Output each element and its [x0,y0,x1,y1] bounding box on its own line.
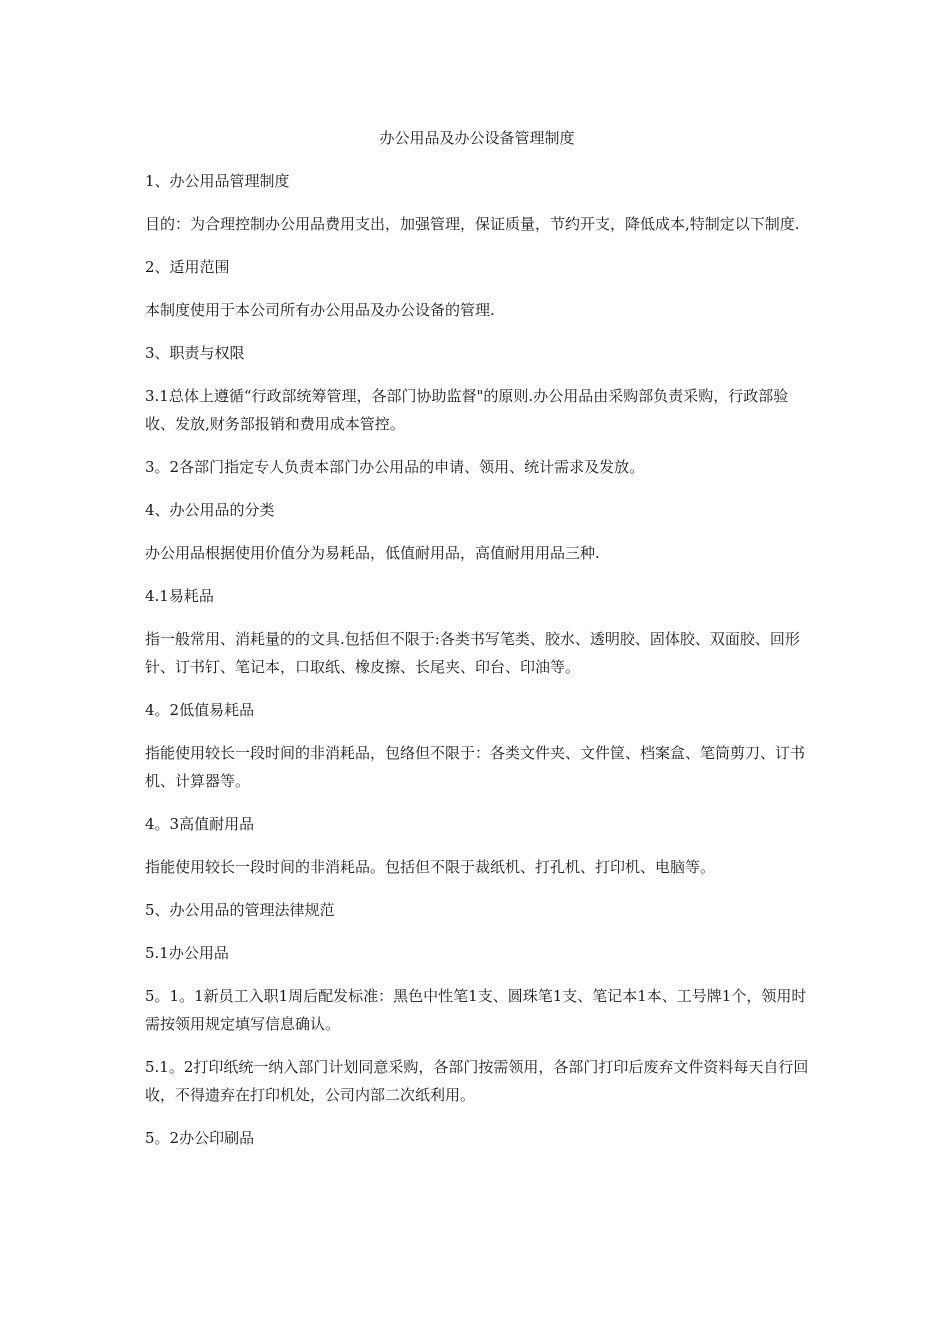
subsection-heading: 4。3高值耐用品 [145,815,255,833]
document-title: 办公用品及办公设备管理制度 [379,129,575,147]
section-heading: 1、办公用品管理制度 [145,172,290,190]
paragraph: 5。1。1新员工入职1周后配发标准：黑色中性笔1支、圆珠笔1支、笔记本1本、工号牌1个，领用时需按领用规定填写信息确认。 [145,987,807,1033]
subsection-heading: 5.1办公用品 [145,944,229,962]
paragraph: 目的：为合理控制办公用品费用支出，加强管理，保证质量，节约开支，降低成本,特制定以下制度. [145,215,800,233]
section-heading: 3、职责与权限 [145,344,245,362]
paragraph: 指能使用较长一段时间的非消耗品。包括但不限于裁纸机、打孔机、打印机、电脑等。 [145,858,716,876]
subsection-heading: 4.1易耗品 [145,587,214,605]
subsection-heading: 4。2低值易耗品 [145,701,255,719]
section-heading: 4、办公用品的分类 [145,501,275,519]
paragraph: 3.1总体上遵循“行政部统筹管理，各部门协助监督"的原则.办公用品由采购部负责采购，行政部验收、发放,财务部报销和费用成本管控。 [145,387,789,433]
paragraph: 5.1。2打印纸统一纳入部门计划同意采购，各部门按需领用，各部门打印后废弃文件资料每天自行回收，不得遗弃在打印机处，公司内部二次纸利用。 [145,1058,809,1104]
section-heading: 5、办公用品的管理法律规范 [145,901,335,919]
paragraph: 本制度使用于本公司所有办公用品及办公设备的管理. [145,301,495,319]
paragraph: 办公用品根据使用价值分为易耗品，低值耐用品，高值耐用用品三种. [145,544,600,562]
paragraph: 3。2各部门指定专人负责本部门办公用品的申请、领用、统计需求及发放。 [145,458,645,476]
paragraph: 指能使用较长一段时间的非消耗品，包络但不限于：各类文件夹、文件筐、档案盒、笔筒剪刀、订书机、计算器等。 [145,744,806,790]
section-heading: 2、适用范围 [145,258,230,276]
document-body [145,124,809,1167]
paragraph: 指一般常用、消耗量的的文具.包括但不限于:各类书写笔类、胶水、透明胶、固体胶、双面胶、回形针、订书钉、笔记本，口取纸、橡皮擦、长尾夹、印台、印油等。 [145,630,800,676]
subsection-heading: 5。2办公印刷品 [145,1129,255,1147]
